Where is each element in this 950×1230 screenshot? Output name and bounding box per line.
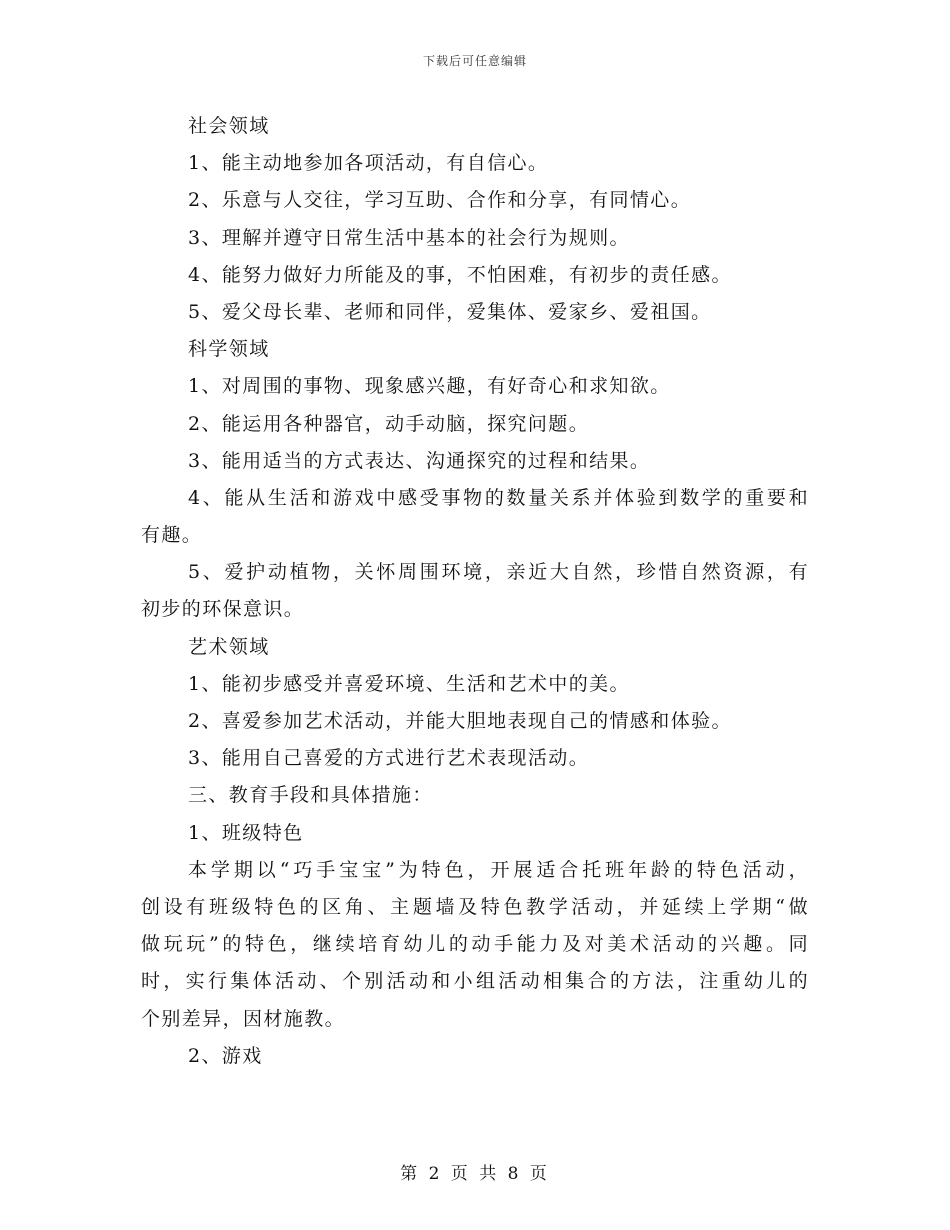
- paragraph-line: 3、理解并遵守日常生活中基本的社会行为规则。: [188, 226, 630, 249]
- section-heading-measures: 三、教育手段和具体措施：: [188, 784, 433, 807]
- paragraph-line: 5、爱护动植物，关怀周围环境，亲近大自然，珍惜自然资源，有: [188, 561, 809, 584]
- paragraph-line: 2、乐意与人交往，学习互助、合作和分享，有同情心。: [188, 189, 692, 212]
- paragraph-line: 5、爱父母长辈、老师和同伴，爱集体、爱家乡、爱祖国。: [188, 300, 712, 323]
- section-heading-art: 艺术领域: [188, 635, 270, 658]
- paragraph-line: 个别差异，因材施教。: [141, 1007, 346, 1030]
- subheading-class-feature: 1、班级特色: [188, 821, 304, 844]
- section-heading-science: 科学领域: [188, 338, 270, 361]
- paragraph-line: 有趣。: [141, 524, 203, 547]
- paragraph-line: 做玩玩”的特色，继续培育幼儿的动手能力及对美术活动的兴趣。同: [141, 933, 809, 956]
- section-heading-social: 社会领域: [188, 115, 270, 137]
- paragraph-line: 1、能主动地参加各项活动，有自信心。: [188, 152, 549, 175]
- paragraph-line: 3、能用适当的方式表达、沟通探究的过程和结果。: [188, 449, 651, 472]
- paragraph-line: 1、能初步感受并喜爱环境、生活和艺术中的美。: [188, 672, 630, 695]
- page-number-footer: 第 2 页 共 8 页: [400, 1164, 550, 1184]
- document-body: [141, 108, 809, 1075]
- paragraph-line: 3、能用自己喜爱的方式进行艺术表现活动。: [188, 747, 590, 770]
- paragraph-line: 时，实行集体活动、个别活动和小组活动相集合的方法，注重幼儿的: [141, 970, 809, 993]
- paragraph-line: 本学期以“巧手宝宝”为特色，开展适合托班年龄的特色活动，: [188, 858, 809, 881]
- paragraph-line: 2、能运用各种器官，动手动脑，探究问题。: [188, 412, 590, 435]
- paragraph-line: 创设有班级特色的区角、主题墙及特色教学活动，并延续上学期“做: [141, 895, 809, 918]
- paragraph-line: 初步的环保意识。: [141, 598, 305, 621]
- paragraph-line: 4、能努力做好力所能及的事，不怕困难，有初步的责任感。: [188, 263, 732, 286]
- page-header-note: 下载后可任意编辑: [422, 54, 527, 68]
- paragraph-line: 2、喜爱参加艺术活动，并能大胆地表现自己的情感和体验。: [188, 710, 732, 732]
- paragraph-line: 4、能从生活和游戏中感受事物的数量关系并体验到数学的重要和: [188, 486, 809, 509]
- paragraph-line: 1、对周围的事物、现象感兴趣，有好奇心和求知欲。: [188, 375, 671, 398]
- subheading-games: 2、游戏: [188, 1044, 263, 1067]
